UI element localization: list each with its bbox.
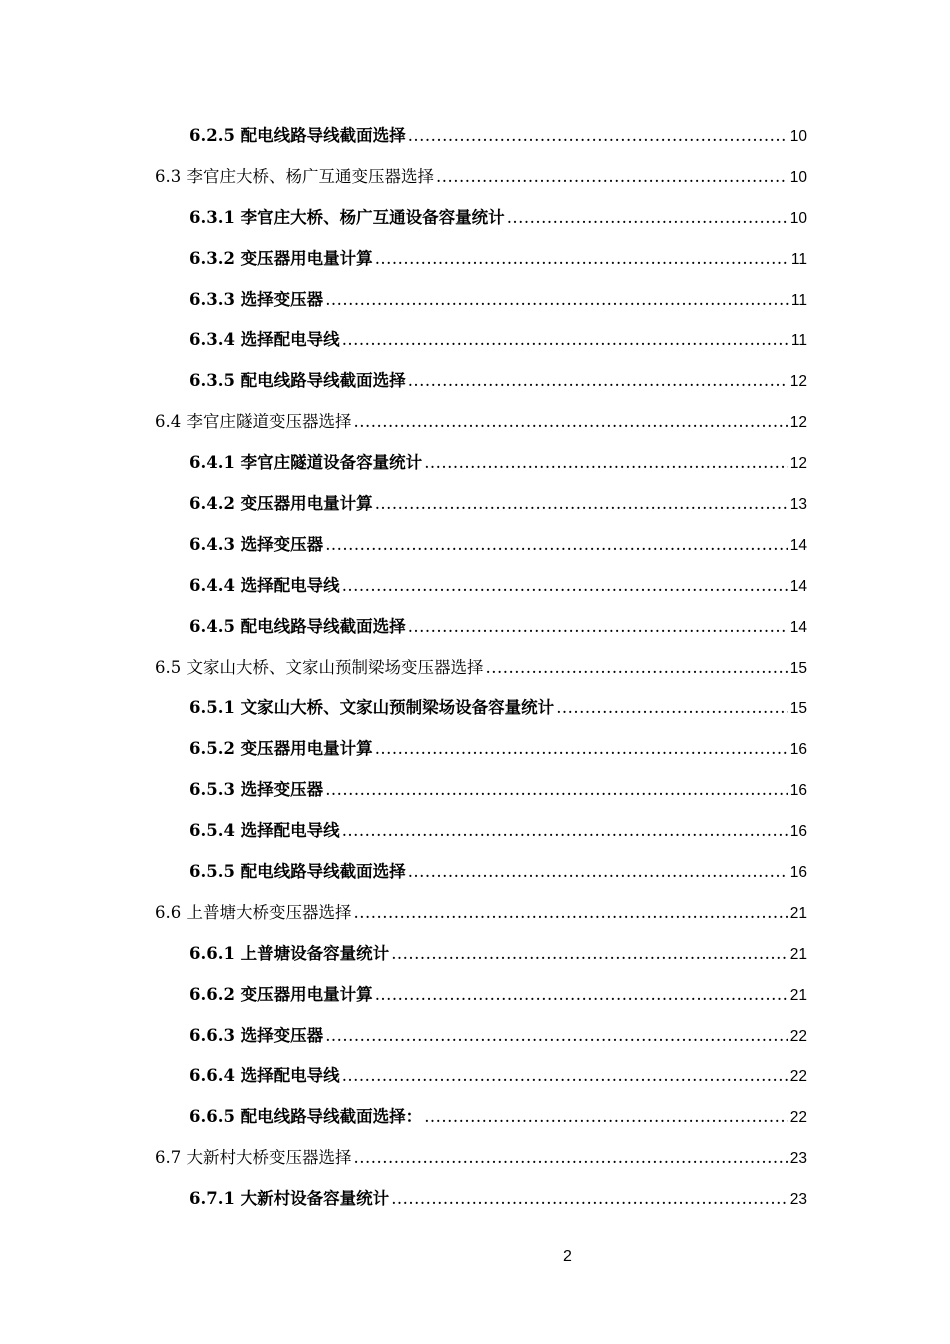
- toc-entry[interactable]: [155, 1056, 807, 1097]
- toc-entry-title: 6.3.1 李官庄大桥、杨广互通设备容量统计: [189, 207, 505, 227]
- toc-entry-title: 6.2.5 配电线路导线截面选择: [189, 126, 406, 145]
- toc-entry-page: 21: [789, 904, 807, 922]
- toc-entry-title: 6.7.1 大新村设备容量统计: [189, 1189, 390, 1209]
- toc-leader-dots: [408, 607, 788, 648]
- toc-entry[interactable]: [155, 1138, 807, 1179]
- toc-leader-dots: [424, 1097, 788, 1138]
- toc-entry-title: 6.5.2 变压器用电量计算: [189, 739, 373, 759]
- toc-entry-title: 6.3.5 配电线路导线截面选择: [189, 371, 406, 391]
- toc-entry-title: 6.6 上普塘大桥变压器选择: [155, 902, 352, 922]
- toc-leader-dots: [325, 770, 788, 811]
- toc-leader-dots: [354, 893, 788, 934]
- toc-leader-dots: [375, 239, 789, 280]
- toc-leader-dots: [325, 1016, 788, 1057]
- toc-leader-dots: [342, 320, 789, 361]
- toc-entry-page: 23: [789, 1191, 807, 1209]
- toc-leader-dots: [408, 361, 788, 402]
- toc-leader-dots: [342, 566, 788, 607]
- toc-entry-page: 22: [789, 1109, 807, 1127]
- toc-entry-title: 6.6.4 选择配电导线: [189, 1066, 340, 1086]
- toc-entry-page: 23: [789, 1150, 807, 1168]
- toc-entry[interactable]: [155, 443, 807, 484]
- toc-leader-dots: [325, 280, 789, 321]
- toc-entry-page: 14: [789, 536, 807, 554]
- toc-entry-title: 6.6.1 上普塘设备容量统计: [189, 943, 390, 963]
- toc-entry[interactable]: [155, 648, 807, 689]
- toc-entry[interactable]: [155, 770, 807, 811]
- toc-entry[interactable]: [155, 729, 807, 770]
- toc-entry-title: 6.7 大新村大桥变压器选择: [155, 1148, 352, 1168]
- toc-entry[interactable]: [155, 239, 807, 280]
- toc-entry-title: 6.4.5 配电线路导线截面选择: [189, 616, 406, 636]
- toc-entry-title: 6.5.5 配电线路导线截面选择: [189, 862, 406, 882]
- toc-entry-title: 6.6.3 选择变压器: [189, 1025, 324, 1045]
- toc-leader-dots: [408, 852, 788, 893]
- toc-entry-title: 6.3.3 选择变压器: [189, 289, 324, 309]
- toc-entry-page: 10: [789, 168, 807, 186]
- toc-entry-page: 11: [790, 250, 807, 268]
- toc-entry-page: 15: [789, 700, 807, 718]
- toc-entry[interactable]: [155, 934, 807, 975]
- table-of-contents: [155, 116, 807, 1220]
- toc-entry-title: 6.6.5 配电线路导线截面选择：: [189, 1107, 423, 1127]
- toc-leader-dots: [342, 811, 788, 852]
- toc-entry-page: 15: [789, 659, 807, 677]
- toc-leader-dots: [391, 1179, 788, 1220]
- toc-entry[interactable]: [155, 852, 807, 893]
- toc-entry-title: 6.4.3 选择变压器: [189, 534, 324, 554]
- toc-leader-dots: [486, 648, 788, 689]
- toc-leader-dots: [424, 443, 788, 484]
- toc-leader-dots: [375, 729, 788, 770]
- toc-entry-page: 14: [789, 577, 807, 595]
- toc-entry-page: 10: [789, 128, 807, 145]
- toc-entry[interactable]: [155, 1016, 807, 1057]
- toc-entry-title: 6.5.3 选择变压器: [189, 780, 324, 800]
- toc-entry-title: 6.6.2 变压器用电量计算: [189, 984, 373, 1004]
- toc-entry[interactable]: [155, 361, 807, 402]
- toc-entry-page: 22: [789, 1068, 807, 1086]
- toc-entry[interactable]: [155, 280, 807, 321]
- toc-entry-page: 16: [789, 823, 807, 841]
- toc-entry[interactable]: [155, 402, 807, 443]
- toc-entry-title: 6.3 李官庄大桥、杨广互通变压器选择: [155, 166, 434, 186]
- toc-entry[interactable]: [155, 1179, 807, 1220]
- toc-entry-page: 21: [789, 945, 807, 963]
- toc-entry-page: 12: [789, 455, 807, 473]
- toc-entry-title: 6.4.2 变压器用电量计算: [189, 494, 373, 514]
- toc-entry[interactable]: [155, 320, 807, 361]
- toc-entry-page: 10: [789, 209, 807, 227]
- toc-entry-title: 6.4.1 李官庄隧道设备容量统计: [189, 453, 423, 473]
- toc-entry[interactable]: [155, 975, 807, 1016]
- toc-entry-page: 16: [789, 741, 807, 759]
- toc-entry-title: 6.4.4 选择配电导线: [189, 575, 340, 595]
- toc-entry-page: 16: [789, 782, 807, 800]
- toc-entry[interactable]: [155, 688, 807, 729]
- toc-entry-page: 11: [790, 291, 807, 309]
- toc-entry[interactable]: [155, 893, 807, 934]
- toc-leader-dots: [408, 116, 788, 157]
- toc-entry[interactable]: [155, 525, 807, 566]
- toc-leader-dots: [342, 1056, 788, 1097]
- toc-entry-page: 12: [789, 373, 807, 391]
- toc-entry-title: 6.5.1 文家山大桥、文家山预制梁场设备容量统计: [189, 698, 555, 718]
- toc-leader-dots: [556, 688, 788, 729]
- toc-entry-title: 6.5 文家山大桥、文家山预制梁场变压器选择: [155, 657, 484, 677]
- toc-entry[interactable]: [155, 116, 807, 157]
- toc-entry-page: 14: [789, 618, 807, 636]
- toc-entry-page: 13: [789, 496, 807, 514]
- toc-entry-title: 6.4 李官庄隧道变压器选择: [155, 412, 352, 432]
- toc-entry-title: 6.5.4 选择配电导线: [189, 821, 340, 841]
- toc-leader-dots: [375, 975, 788, 1016]
- toc-entry-title: 6.3.4 选择配电导线: [189, 330, 340, 350]
- toc-entry[interactable]: [155, 157, 807, 198]
- toc-entry[interactable]: [155, 1097, 807, 1138]
- toc-leader-dots: [325, 525, 788, 566]
- toc-entry[interactable]: [155, 198, 807, 239]
- toc-leader-dots: [354, 1138, 788, 1179]
- toc-entry-page: 22: [789, 1027, 807, 1045]
- toc-leader-dots: [354, 402, 788, 443]
- page-number: 2: [563, 1248, 572, 1265]
- toc-leader-dots: [391, 934, 788, 975]
- toc-entry[interactable]: [155, 607, 807, 648]
- toc-entry[interactable]: [155, 811, 807, 852]
- toc-entry-page: 21: [789, 986, 807, 1004]
- toc-leader-dots: [375, 484, 788, 525]
- toc-leader-dots: [507, 198, 788, 239]
- toc-entry-page: 16: [789, 864, 807, 882]
- toc-leader-dots: [436, 157, 788, 198]
- toc-entry-page: 12: [789, 414, 807, 432]
- toc-entry-page: 11: [790, 332, 807, 350]
- toc-entry-title: 6.3.2 变压器用电量计算: [189, 248, 373, 268]
- toc-entry[interactable]: [155, 484, 807, 525]
- toc-entry[interactable]: [155, 566, 807, 607]
